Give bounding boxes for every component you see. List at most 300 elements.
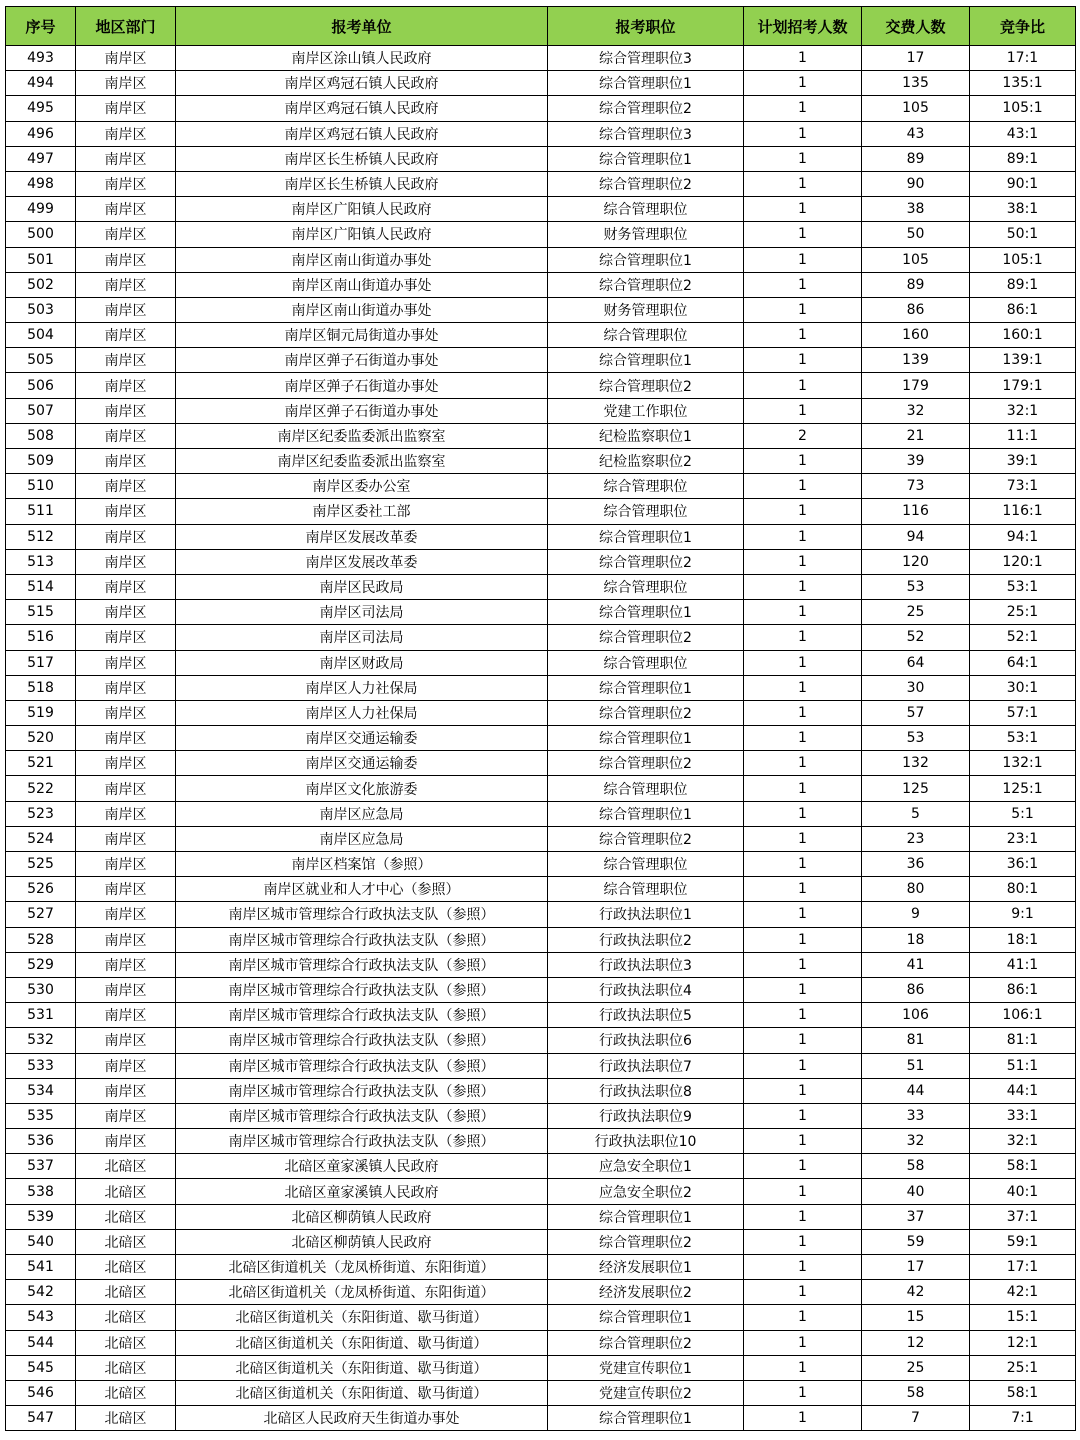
- cell-paid-applicants: 53: [862, 574, 970, 599]
- cell-position: 财务管理职位: [548, 222, 744, 247]
- cell-paid-applicants: 43: [862, 121, 970, 146]
- cell-serial-number: 529: [6, 952, 76, 977]
- cell-paid-applicants: 89: [862, 146, 970, 171]
- cell-employer: 南岸区城市管理综合行政执法支队（参照）: [176, 1028, 548, 1053]
- cell-competition-ratio: 52:1: [970, 625, 1076, 650]
- cell-position: 综合管理职位1: [548, 247, 744, 272]
- cell-position: 行政执法职位4: [548, 977, 744, 1002]
- table-row: [6, 826, 1076, 851]
- table-row: [6, 600, 1076, 625]
- cell-paid-applicants: 179: [862, 373, 970, 398]
- cell-position: 综合管理职位: [548, 574, 744, 599]
- cell-serial-number: 494: [6, 71, 76, 96]
- cell-position: 综合管理职位2: [548, 171, 744, 196]
- table-row: [6, 46, 1076, 71]
- cell-region: 南岸区: [76, 574, 176, 599]
- cell-position: 综合管理职位2: [548, 700, 744, 725]
- cell-planned-hires: 1: [744, 121, 862, 146]
- cell-region: 南岸区: [76, 726, 176, 751]
- cell-competition-ratio: 139:1: [970, 348, 1076, 373]
- cell-paid-applicants: 139: [862, 348, 970, 373]
- table-row: [6, 373, 1076, 398]
- cell-planned-hires: 1: [744, 1179, 862, 1204]
- cell-region: 南岸区: [76, 348, 176, 373]
- cell-region: 北碚区: [76, 1229, 176, 1254]
- cell-position: 综合管理职位1: [548, 524, 744, 549]
- cell-competition-ratio: 51:1: [970, 1053, 1076, 1078]
- cell-paid-applicants: 52: [862, 625, 970, 650]
- cell-employer: 南岸区文化旅游委: [176, 776, 548, 801]
- cell-paid-applicants: 64: [862, 650, 970, 675]
- cell-serial-number: 508: [6, 423, 76, 448]
- cell-serial-number: 544: [6, 1330, 76, 1355]
- cell-region: 南岸区: [76, 625, 176, 650]
- cell-position: 综合管理职位1: [548, 801, 744, 826]
- cell-employer: 北碚区柳荫镇人民政府: [176, 1204, 548, 1229]
- cell-competition-ratio: 7:1: [970, 1406, 1076, 1431]
- cell-competition-ratio: 32:1: [970, 398, 1076, 423]
- cell-region: 南岸区: [76, 474, 176, 499]
- cell-employer: 南岸区人力社保局: [176, 675, 548, 700]
- cell-serial-number: 527: [6, 902, 76, 927]
- cell-paid-applicants: 25: [862, 1355, 970, 1380]
- cell-employer: 北碚区街道机关（龙凤桥街道、东阳街道）: [176, 1255, 548, 1280]
- table-row: [6, 474, 1076, 499]
- cell-position: 行政执法职位8: [548, 1078, 744, 1103]
- cell-paid-applicants: 80: [862, 877, 970, 902]
- cell-serial-number: 513: [6, 549, 76, 574]
- cell-region: 南岸区: [76, 146, 176, 171]
- cell-planned-hires: 1: [744, 1280, 862, 1305]
- cell-competition-ratio: 17:1: [970, 46, 1076, 71]
- cell-planned-hires: 1: [744, 751, 862, 776]
- table-row: [6, 902, 1076, 927]
- cell-planned-hires: 1: [744, 549, 862, 574]
- cell-region: 南岸区: [76, 373, 176, 398]
- cell-position: 综合管理职位: [548, 776, 744, 801]
- cell-serial-number: 547: [6, 1406, 76, 1431]
- cell-position: 党建宣传职位2: [548, 1380, 744, 1405]
- cell-serial-number: 540: [6, 1229, 76, 1254]
- cell-serial-number: 509: [6, 449, 76, 474]
- cell-serial-number: 496: [6, 121, 76, 146]
- header-planned-hires: 计划招考人数: [744, 7, 862, 46]
- cell-position: 综合管理职位1: [548, 726, 744, 751]
- cell-competition-ratio: 160:1: [970, 323, 1076, 348]
- header-position: 报考职位: [548, 7, 744, 46]
- cell-employer: 南岸区发展改革委: [176, 524, 548, 549]
- table-row: [6, 524, 1076, 549]
- cell-paid-applicants: 58: [862, 1380, 970, 1405]
- cell-planned-hires: 1: [744, 171, 862, 196]
- cell-position: 行政执法职位3: [548, 952, 744, 977]
- cell-region: 北碚区: [76, 1154, 176, 1179]
- table-row: [6, 751, 1076, 776]
- cell-employer: 北碚区街道机关（东阳街道、歇马街道）: [176, 1380, 548, 1405]
- table-row: [6, 1380, 1076, 1405]
- cell-position: 综合管理职位1: [548, 600, 744, 625]
- cell-serial-number: 522: [6, 776, 76, 801]
- cell-competition-ratio: 81:1: [970, 1028, 1076, 1053]
- cell-competition-ratio: 12:1: [970, 1330, 1076, 1355]
- cell-position: 综合管理职位2: [548, 1330, 744, 1355]
- cell-paid-applicants: 7: [862, 1406, 970, 1431]
- cell-competition-ratio: 11:1: [970, 423, 1076, 448]
- table-row: [6, 71, 1076, 96]
- cell-serial-number: 497: [6, 146, 76, 171]
- cell-region: 南岸区: [76, 776, 176, 801]
- table-row: [6, 146, 1076, 171]
- cell-serial-number: 534: [6, 1078, 76, 1103]
- cell-paid-applicants: 39: [862, 449, 970, 474]
- cell-competition-ratio: 41:1: [970, 952, 1076, 977]
- table-row: [6, 1229, 1076, 1254]
- cell-paid-applicants: 94: [862, 524, 970, 549]
- cell-serial-number: 518: [6, 675, 76, 700]
- cell-serial-number: 535: [6, 1103, 76, 1128]
- cell-employer: 南岸区鸡冠石镇人民政府: [176, 96, 548, 121]
- cell-employer: 北碚区街道机关（龙凤桥街道、东阳街道）: [176, 1280, 548, 1305]
- cell-employer: 南岸区财政局: [176, 650, 548, 675]
- cell-planned-hires: 1: [744, 826, 862, 851]
- cell-employer: 北碚区街道机关（东阳街道、歇马街道）: [176, 1305, 548, 1330]
- cell-serial-number: 523: [6, 801, 76, 826]
- cell-employer: 南岸区广阳镇人民政府: [176, 222, 548, 247]
- cell-position: 综合管理职位1: [548, 1406, 744, 1431]
- cell-paid-applicants: 44: [862, 1078, 970, 1103]
- cell-competition-ratio: 80:1: [970, 877, 1076, 902]
- cell-planned-hires: 1: [744, 1355, 862, 1380]
- cell-employer: 南岸区鸡冠石镇人民政府: [176, 121, 548, 146]
- cell-employer: 南岸区司法局: [176, 625, 548, 650]
- cell-region: 南岸区: [76, 977, 176, 1002]
- cell-employer: 南岸区司法局: [176, 600, 548, 625]
- cell-paid-applicants: 135: [862, 71, 970, 96]
- cell-planned-hires: 1: [744, 222, 862, 247]
- table-row: [6, 549, 1076, 574]
- cell-competition-ratio: 105:1: [970, 247, 1076, 272]
- cell-paid-applicants: 105: [862, 247, 970, 272]
- cell-employer: 北碚区童家溪镇人民政府: [176, 1154, 548, 1179]
- cell-employer: 南岸区委社工部: [176, 499, 548, 524]
- cell-employer: 南岸区铜元局街道办事处: [176, 323, 548, 348]
- cell-region: 北碚区: [76, 1305, 176, 1330]
- cell-planned-hires: 1: [744, 146, 862, 171]
- cell-competition-ratio: 64:1: [970, 650, 1076, 675]
- cell-region: 南岸区: [76, 675, 176, 700]
- cell-planned-hires: 1: [744, 675, 862, 700]
- cell-region: 南岸区: [76, 499, 176, 524]
- cell-region: 北碚区: [76, 1179, 176, 1204]
- cell-position: 行政执法职位2: [548, 927, 744, 952]
- cell-region: 南岸区: [76, 121, 176, 146]
- cell-planned-hires: 1: [744, 927, 862, 952]
- table-row: [6, 852, 1076, 877]
- cell-competition-ratio: 18:1: [970, 927, 1076, 952]
- cell-serial-number: 545: [6, 1355, 76, 1380]
- cell-planned-hires: 1: [744, 776, 862, 801]
- table-row: [6, 1003, 1076, 1028]
- cell-planned-hires: 1: [744, 726, 862, 751]
- cell-competition-ratio: 25:1: [970, 600, 1076, 625]
- cell-competition-ratio: 5:1: [970, 801, 1076, 826]
- cell-serial-number: 516: [6, 625, 76, 650]
- cell-competition-ratio: 25:1: [970, 1355, 1076, 1380]
- cell-competition-ratio: 58:1: [970, 1154, 1076, 1179]
- table-row: [6, 877, 1076, 902]
- table-header: [6, 7, 1076, 46]
- cell-serial-number: 519: [6, 700, 76, 725]
- cell-employer: 北碚区柳荫镇人民政府: [176, 1229, 548, 1254]
- table-row: [6, 977, 1076, 1002]
- cell-employer: 北碚区街道机关（东阳街道、歇马街道）: [176, 1330, 548, 1355]
- table-row: [6, 398, 1076, 423]
- cell-employer: 南岸区交通运输委: [176, 751, 548, 776]
- cell-planned-hires: 1: [744, 96, 862, 121]
- cell-paid-applicants: 5: [862, 801, 970, 826]
- cell-position: 行政执法职位1: [548, 902, 744, 927]
- table-row: [6, 272, 1076, 297]
- cell-employer: 南岸区弹子石街道办事处: [176, 373, 548, 398]
- cell-competition-ratio: 53:1: [970, 574, 1076, 599]
- table-row: [6, 1129, 1076, 1154]
- cell-planned-hires: 2: [744, 423, 862, 448]
- cell-planned-hires: 1: [744, 1053, 862, 1078]
- cell-region: 南岸区: [76, 549, 176, 574]
- table-row: [6, 574, 1076, 599]
- cell-paid-applicants: 50: [862, 222, 970, 247]
- cell-planned-hires: 1: [744, 297, 862, 322]
- cell-competition-ratio: 132:1: [970, 751, 1076, 776]
- cell-planned-hires: 1: [744, 1229, 862, 1254]
- cell-region: 南岸区: [76, 751, 176, 776]
- table-row: [6, 1330, 1076, 1355]
- table-row: [6, 121, 1076, 146]
- cell-planned-hires: 1: [744, 1330, 862, 1355]
- cell-position: 综合管理职位3: [548, 121, 744, 146]
- cell-region: 南岸区: [76, 96, 176, 121]
- cell-region: 南岸区: [76, 297, 176, 322]
- cell-position: 财务管理职位: [548, 297, 744, 322]
- cell-paid-applicants: 86: [862, 297, 970, 322]
- cell-planned-hires: 1: [744, 1305, 862, 1330]
- header-paid-applicants: 交费人数: [862, 7, 970, 46]
- cell-competition-ratio: 50:1: [970, 222, 1076, 247]
- cell-region: 南岸区: [76, 650, 176, 675]
- table-row: [6, 726, 1076, 751]
- cell-employer: 南岸区涂山镇人民政府: [176, 46, 548, 71]
- cell-position: 综合管理职位: [548, 852, 744, 877]
- cell-position: 行政执法职位10: [548, 1129, 744, 1154]
- cell-position: 综合管理职位2: [548, 373, 744, 398]
- cell-paid-applicants: 105: [862, 96, 970, 121]
- cell-position: 综合管理职位: [548, 877, 744, 902]
- table-row: [6, 1078, 1076, 1103]
- cell-serial-number: 546: [6, 1380, 76, 1405]
- cell-position: 经济发展职位1: [548, 1255, 744, 1280]
- cell-region: 南岸区: [76, 927, 176, 952]
- cell-planned-hires: 1: [744, 272, 862, 297]
- cell-paid-applicants: 42: [862, 1280, 970, 1305]
- cell-planned-hires: 1: [744, 1028, 862, 1053]
- cell-competition-ratio: 58:1: [970, 1380, 1076, 1405]
- cell-competition-ratio: 23:1: [970, 826, 1076, 851]
- cell-employer: 南岸区民政局: [176, 574, 548, 599]
- cell-serial-number: 541: [6, 1255, 76, 1280]
- cell-serial-number: 510: [6, 474, 76, 499]
- cell-competition-ratio: 17:1: [970, 1255, 1076, 1280]
- table-row: [6, 1280, 1076, 1305]
- cell-competition-ratio: 57:1: [970, 700, 1076, 725]
- cell-planned-hires: 1: [744, 524, 862, 549]
- cell-planned-hires: 1: [744, 1204, 862, 1229]
- cell-position: 党建宣传职位1: [548, 1355, 744, 1380]
- cell-region: 南岸区: [76, 171, 176, 196]
- cell-region: 南岸区: [76, 952, 176, 977]
- cell-paid-applicants: 37: [862, 1204, 970, 1229]
- cell-serial-number: 517: [6, 650, 76, 675]
- cell-region: 南岸区: [76, 1078, 176, 1103]
- cell-serial-number: 503: [6, 297, 76, 322]
- cell-employer: 南岸区城市管理综合行政执法支队（参照）: [176, 977, 548, 1002]
- cell-planned-hires: 1: [744, 1406, 862, 1431]
- cell-competition-ratio: 9:1: [970, 902, 1076, 927]
- table-row: [6, 625, 1076, 650]
- cell-position: 应急安全职位1: [548, 1154, 744, 1179]
- table-row: [6, 1406, 1076, 1431]
- cell-planned-hires: 1: [744, 1154, 862, 1179]
- cell-serial-number: 515: [6, 600, 76, 625]
- cell-position: 综合管理职位: [548, 650, 744, 675]
- cell-planned-hires: 1: [744, 197, 862, 222]
- cell-paid-applicants: 89: [862, 272, 970, 297]
- cell-employer: 南岸区弹子石街道办事处: [176, 398, 548, 423]
- cell-region: 南岸区: [76, 247, 176, 272]
- cell-region: 南岸区: [76, 877, 176, 902]
- cell-region: 南岸区: [76, 826, 176, 851]
- cell-employer: 南岸区城市管理综合行政执法支队（参照）: [176, 1129, 548, 1154]
- table-row: [6, 1154, 1076, 1179]
- cell-paid-applicants: 9: [862, 902, 970, 927]
- table-row: [6, 348, 1076, 373]
- cell-position: 综合管理职位2: [548, 96, 744, 121]
- cell-position: 综合管理职位1: [548, 348, 744, 373]
- table-row: [6, 499, 1076, 524]
- cell-paid-applicants: 58: [862, 1154, 970, 1179]
- cell-serial-number: 502: [6, 272, 76, 297]
- cell-position: 综合管理职位2: [548, 826, 744, 851]
- cell-competition-ratio: 40:1: [970, 1179, 1076, 1204]
- cell-planned-hires: 1: [744, 977, 862, 1002]
- cell-employer: 南岸区交通运输委: [176, 726, 548, 751]
- cell-planned-hires: 1: [744, 650, 862, 675]
- cell-paid-applicants: 23: [862, 826, 970, 851]
- cell-region: 南岸区: [76, 272, 176, 297]
- cell-competition-ratio: 38:1: [970, 197, 1076, 222]
- cell-serial-number: 543: [6, 1305, 76, 1330]
- cell-employer: 南岸区就业和人才中心（参照）: [176, 877, 548, 902]
- cell-competition-ratio: 106:1: [970, 1003, 1076, 1028]
- cell-serial-number: 539: [6, 1204, 76, 1229]
- cell-region: 南岸区: [76, 1103, 176, 1128]
- cell-paid-applicants: 125: [862, 776, 970, 801]
- recruitment-table: [5, 6, 1076, 1431]
- cell-region: 北碚区: [76, 1204, 176, 1229]
- cell-employer: 南岸区南山街道办事处: [176, 247, 548, 272]
- cell-region: 南岸区: [76, 1028, 176, 1053]
- cell-competition-ratio: 116:1: [970, 499, 1076, 524]
- cell-position: 综合管理职位1: [548, 71, 744, 96]
- cell-competition-ratio: 94:1: [970, 524, 1076, 549]
- cell-position: 纪检监察职位2: [548, 449, 744, 474]
- cell-position: 综合管理职位2: [548, 625, 744, 650]
- table-row: [6, 449, 1076, 474]
- cell-serial-number: 542: [6, 1280, 76, 1305]
- cell-planned-hires: 1: [744, 449, 862, 474]
- cell-competition-ratio: 125:1: [970, 776, 1076, 801]
- cell-employer: 南岸区城市管理综合行政执法支队（参照）: [176, 1053, 548, 1078]
- cell-paid-applicants: 41: [862, 952, 970, 977]
- cell-competition-ratio: 44:1: [970, 1078, 1076, 1103]
- table-row: [6, 1028, 1076, 1053]
- cell-employer: 南岸区委办公室: [176, 474, 548, 499]
- cell-competition-ratio: 179:1: [970, 373, 1076, 398]
- cell-competition-ratio: 89:1: [970, 146, 1076, 171]
- cell-paid-applicants: 12: [862, 1330, 970, 1355]
- cell-paid-applicants: 18: [862, 927, 970, 952]
- cell-employer: 南岸区应急局: [176, 826, 548, 851]
- table-row: [6, 323, 1076, 348]
- cell-region: 北碚区: [76, 1355, 176, 1380]
- cell-serial-number: 499: [6, 197, 76, 222]
- table-row: [6, 1053, 1076, 1078]
- cell-planned-hires: 1: [744, 600, 862, 625]
- cell-planned-hires: 1: [744, 801, 862, 826]
- cell-serial-number: 526: [6, 877, 76, 902]
- cell-region: 南岸区: [76, 46, 176, 71]
- cell-serial-number: 537: [6, 1154, 76, 1179]
- cell-position: 党建工作职位: [548, 398, 744, 423]
- cell-competition-ratio: 32:1: [970, 1129, 1076, 1154]
- cell-serial-number: 520: [6, 726, 76, 751]
- table-row: [6, 776, 1076, 801]
- cell-serial-number: 500: [6, 222, 76, 247]
- cell-region: 南岸区: [76, 222, 176, 247]
- cell-serial-number: 533: [6, 1053, 76, 1078]
- cell-competition-ratio: 36:1: [970, 852, 1076, 877]
- cell-competition-ratio: 86:1: [970, 977, 1076, 1002]
- cell-region: 南岸区: [76, 423, 176, 448]
- cell-employer: 南岸区城市管理综合行政执法支队（参照）: [176, 1103, 548, 1128]
- cell-region: 北碚区: [76, 1406, 176, 1431]
- cell-serial-number: 524: [6, 826, 76, 851]
- cell-region: 南岸区: [76, 398, 176, 423]
- cell-employer: 北碚区童家溪镇人民政府: [176, 1179, 548, 1204]
- cell-paid-applicants: 116: [862, 499, 970, 524]
- cell-position: 综合管理职位1: [548, 1204, 744, 1229]
- cell-planned-hires: 1: [744, 71, 862, 96]
- cell-serial-number: 512: [6, 524, 76, 549]
- cell-employer: 南岸区长生桥镇人民政府: [176, 171, 548, 196]
- cell-planned-hires: 1: [744, 877, 862, 902]
- table-row: [6, 247, 1076, 272]
- cell-region: 南岸区: [76, 700, 176, 725]
- cell-competition-ratio: 43:1: [970, 121, 1076, 146]
- cell-planned-hires: 1: [744, 952, 862, 977]
- cell-planned-hires: 1: [744, 247, 862, 272]
- table-row: [6, 1179, 1076, 1204]
- cell-planned-hires: 1: [744, 852, 862, 877]
